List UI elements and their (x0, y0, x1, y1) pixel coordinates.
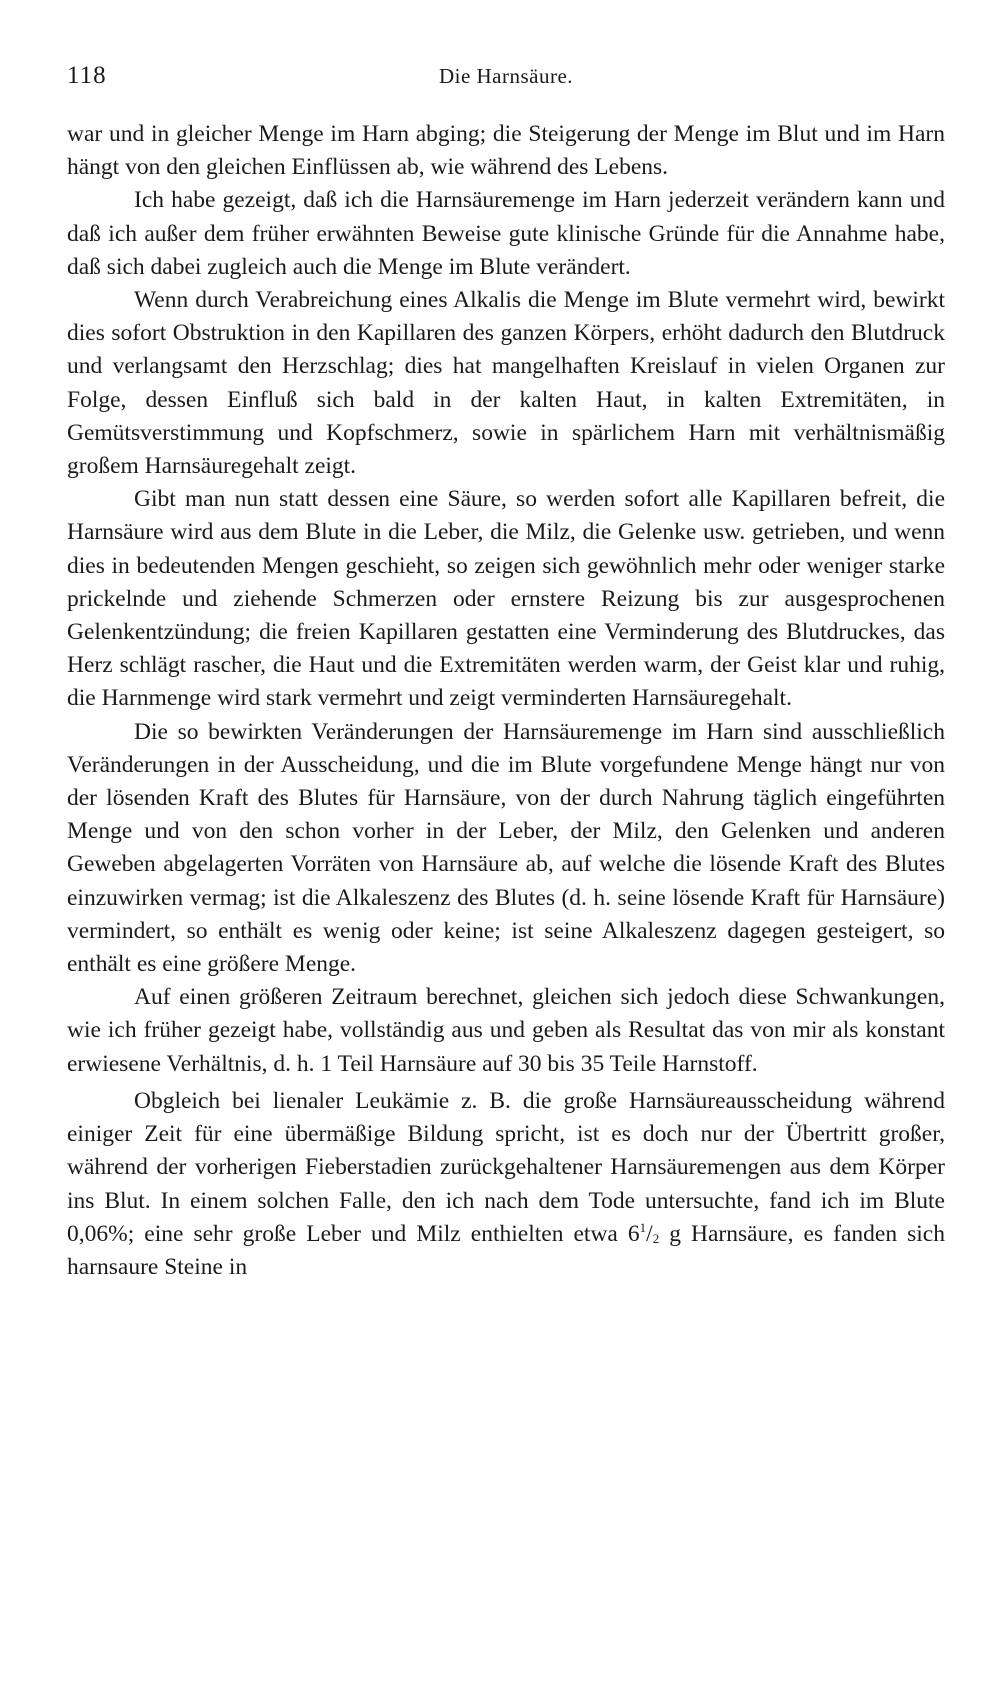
page-number: 118 (67, 62, 107, 89)
paragraph: Wenn durch Verabreichung eines Alkalis die Menge im Blute vermehrt wird, bewirkt dies sofort Obstruktion in den Kapillaren des ganzen Körpers, erhöht dadurch den Blutdruck und verlangsamt den Herzschlag; dies hat mangelhaften Kreislauf in vielen Organen zur Folge, dessen Einfluß sich bald in der kalten Haut, in kalten Extremitäten, in Gemütsverstimmung und Kopfschmerz, sowie in spärlichem Harn mit verhältnismäßig großem Harnsäuregehalt zeigt. (67, 287, 945, 480)
paragraph: Auf einen größeren Zeitraum berechnet, gleichen sich jedoch diese Schwankungen, wie ich früher gezeigt habe, vollständig aus und geben als Resultat das von mir als konstant erwiesene Verhältnis, d. h. 1 Teil Harnsäure auf 30 bis 35 Teile Harnstoff. (67, 984, 945, 1077)
paragraph: Gibt man nun statt dessen eine Säure, so werden sofort alle Kapillaren befreit, die Harnsäure wird aus dem Blute in die Leber, die Milz, die Gelenke usw. getrieben, und wenn dies in bedeutenden Mengen geschieht, so zeigen sich gewöhnlich mehr oder weniger starke prickelnde und ziehende Schmerzen oder ernstere Reizung bis zur ausgesprochenen Gelenkentzündung; die freien Kapillaren gestatten eine Verminderung des Blutdruckes, das Herz schlägt rascher, die Haut und die Extremitäten werden warm, der Geist klar und ruhig, die Harnmenge wird stark vermehrt und zeigt verminderten Harnsäuregehalt. (67, 486, 945, 712)
fraction: $^1/_2$ (639, 1219, 660, 1247)
last-paragraph-text: Obgleich bei lienaler Leukämie z. B. die große Harnsäureausscheidung während einiger Zeit für eine übermäßige Bildung spricht, ist es doch nur der Übertritt großer, während der vorherigen Fieberstadien zurückgehaltener Harnsäuremengen aus dem Körper ins Blut. In einem solchen Falle, den ich nach dem Tode untersuchte, fand ich im Blute 0,06%; eine sehr große Leber und Milz enthielten etwa 6 (67, 1087, 945, 1247)
running-title: Die Harnsäure. (438, 64, 574, 88)
paragraph: Die so bewirkten Veränderungen der Harnsäuremenge im Harn sind ausschließlich Veränderungen in der Ausscheidung, und die im Blute vorgefundene Menge hängt nur von der lösenden Kraft des Blutes für Harnsäure, von der durch Nahrung täglich eingeführten Menge und von den schon vorher in der Leber, der Milz, den Gelenken und anderen Geweben abgelagerten Vorräten von Harnsäure ab, auf welche die lösende Kraft des Blutes einzuwirken vermag; ist die Alkaleszenz des Blutes (d. h. seine lösende Kraft für Harnsäure) vermindert, so enthält es wenig oder keine; ist seine Alkaleszenz dagegen gesteigert, so enthält es eine größere Menge. (67, 718, 945, 978)
paragraph-last (67, 1085, 945, 1284)
last-paragraph-tail: g Harnsäure, es fanden sich harnsaure Steine in (67, 1220, 945, 1280)
paragraph-continuation: war und in gleicher Menge im Harn abging; die Steigerung der Menge im Blut und im Harn hängt von den gleichen Einflüssen ab, wie während des Lebens. (67, 121, 945, 181)
fraction-numerator: 1 (639, 1219, 647, 1235)
body-text (67, 118, 945, 1284)
paragraph: Ich habe gezeigt, daß ich die Harnsäuremenge im Harn jederzeit verändern kann und daß ich außer dem früher erwähnten Beweise gute klinische Gründe für die Annahme habe, daß sich dabei zugleich auch die Menge im Blute verändert. (67, 187, 945, 280)
page-header (67, 62, 945, 98)
fraction-denominator: 2 (652, 1230, 660, 1246)
